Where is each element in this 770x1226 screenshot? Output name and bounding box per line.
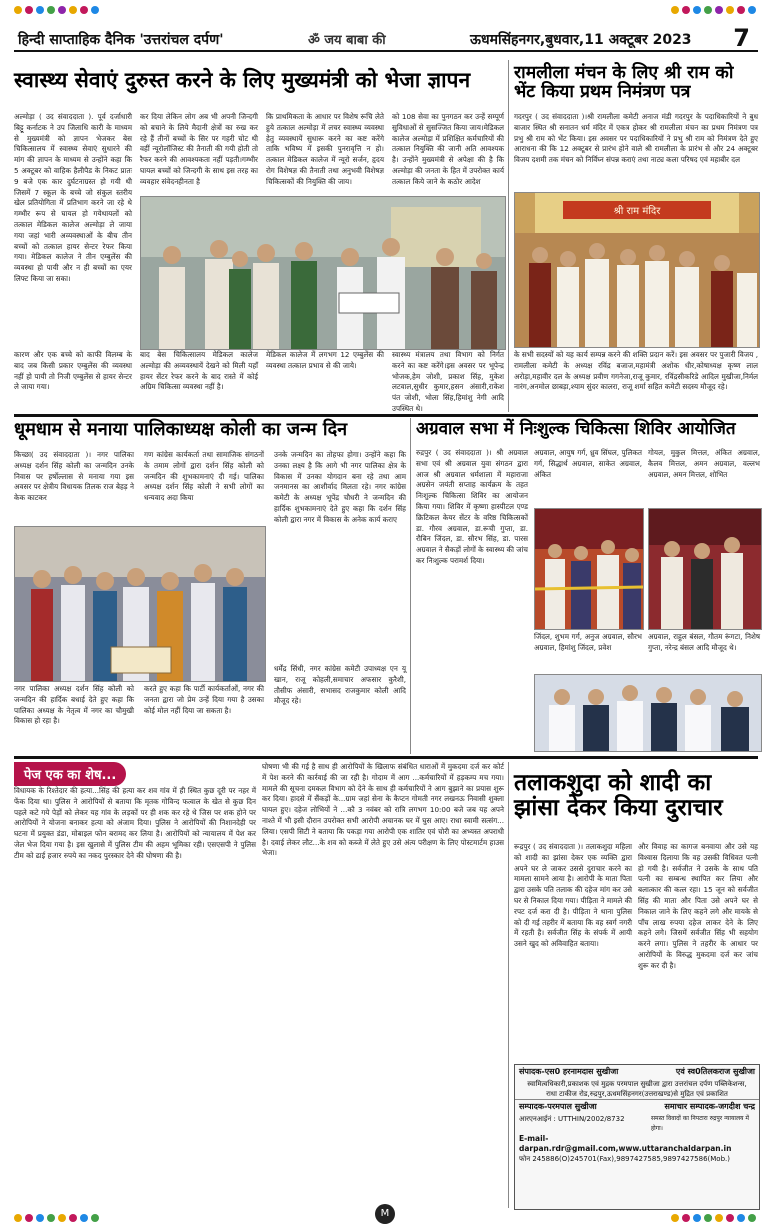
article5-col2: घोषणा भी की गई है साथ ही आरोपियों के खिलाफ संबंधित धाराओं में मुकदमा दर्ज कर कोर्ट में पेश करने की कार्रवाई की जा रही है। गोदाम में आग ...कर्मचारियों में हड़कम्प मच गया। मामले की सूचना दमकल विभाग को देने के साथ ही कर्मचारियों ने आग बुझाने का प्रयास शुरू कर दिया। हादसे में सैंकड़ों के...ग्राम जहां सेना के कैप्टन गोमती नगर लखनऊ निवासी शुक्ला घायल हुए। दहेज लोभियों ने ...कौ 3 नवंबर को रात्रि लगभग 10:00 बजे जब यह अपने नाश्ते में भी इसी दौरान उपरोक्त सभी आरोपी अचानक घर में घुस आए। राधा स्वामी सत्संग... लिया। एसपी सिटी ने बताया कि पकड़ा गया आरोपी एक शातिर एवं चोरी का अभ्यस्त अपराधी है। दवाई लेकर लौट...के शव को कब्जे में लेते हुए उसे अंत्य परीक्षण के लिए पोस्टमार्टम हाउस भेजा।	[262, 762, 504, 858]
article4-photo-2	[648, 508, 762, 630]
decor-dot	[671, 6, 679, 14]
imprint-editor-left: संपादक-एस0 हरनामदास सुखीजा	[519, 1067, 619, 1076]
footer-dots-right	[671, 1214, 756, 1222]
rule-2	[14, 756, 758, 759]
article1-col2: कर दिया लेकिन लोग अब भी अपनी जिन्दगी को बचाने के लिये मैदानी क्षेत्रों का रुख कर रहे हैं तीनों बच्चों के सिर पर गहरी चोट थी वहीं न्यूरोलॉजिस्ट की तैनाती की गयी होती तो रैफर करने की आवश्यकता नहीं पड़ती।गम्भीर घायल बच्चों को जिन्दगी के साथ इस तरह का व्यवहार संवेदनहीनता है	[140, 112, 258, 186]
decor-dot	[715, 1214, 723, 1222]
header-rule	[14, 50, 758, 52]
continuation-banner: पेज एक का शेष...	[14, 762, 126, 786]
doctors-photo	[535, 675, 761, 751]
article1-col1: अल्मोड़ा ( उद संवाददाता ). पूर्व दर्जाधारी बिट्टू कर्नाटक ने उप जिलाधि कारी के माध्यम से मुख्यमंत्री को ज्ञापन भेजकर बेस चिकित्सालय में स्वास्थ्य सेवाएं सुधारने की मांग की ज्ञापन के माध्यम से उन्होंने कहा कि 5 अक्टूबर को वाहिक हैलीपैड के निकट प्रातः 9 बजे एक कार दुर्घटनाग्रस्त हो गयी थी जिसमें 7 स्कूल के बच्चे जो संकुल स्तरीय खेल प्रतियोगिता में प्रतिभाग करने जा रहे थे गम्भीर रूप से घायल हो गयेथायलों को तत्काल मेडिकल कालेज अल्मोड़ा ले जाया गया जहां भारी अव्यवस्थाओं के बीच तीन बच्चों को तत्काल हायर सेन्टर रेफर किया गया। मेडिकल कालेज ने तीन एम्बुलेंस की व्यवस्था हो पायी और न ही बच्चों का एयर लिफ्ट किया जा सका।	[14, 112, 132, 283]
imprint-editor: सम्पादक-परमपाल सुखीजा	[519, 1102, 597, 1111]
header-logo	[308, 30, 386, 48]
article4-headline: अग्रवाल सभा में निःशुल्क चिकित्सा शिविर आयोजित	[416, 419, 736, 439]
decor-dot	[726, 6, 734, 14]
imprint-rni-row	[515, 1114, 759, 1134]
decor-dot	[715, 6, 723, 14]
decor-dot	[14, 6, 22, 14]
center-logo-text: जय बाबा की	[324, 33, 386, 48]
article3-col3b: धर्मेंद्र सिंधी, नगर कांग्रेस कमेटी उपाध्यक्ष एन यू खान, राजू कोहली,समाचार अफसार कुरैशी, तौसीफ अंसारी, सभासद राजकुमार कोली आदि मौजूद रहे।	[274, 664, 406, 706]
article3-col3: उनके जन्मदिन का तोहफा होगा। उन्होंने कहा कि उनका लक्ष्य है कि आगे भी नगर पालिका क्षेत्र के विकास में उनका योगदान बना रहे तथा आम जनमानस का आशीर्वाद मिलता रहे। नगर कांग्रेस कमेटी के अध्यक्ष भूपेंद्र चौधरी ने जन्मदिन की हार्दिक शुभकामनाएं देते हुए कहा कि दर्शन सिंह कोली द्वारा नगर में विकास के अनेक कार्य कराए	[274, 450, 406, 524]
imprint-editor-right: एवं स्व0तिलकराज सुखीजा	[675, 1067, 755, 1076]
imprint-email: E-mail-darpan.rdr@gmail.com,www.uttaranchaldarpan.in	[519, 1134, 732, 1153]
decor-dot	[693, 1214, 701, 1222]
article1-headline: स्वास्थ्य सेवाएं दुरुस्त करने के लिए मुख्यमंत्री को भेजा ज्ञापन	[14, 67, 471, 92]
article1-col2b: बाद बेस चिकित्सालय मेडिकल कालेज अल्मोड़ा की अव्यवस्थायें देखने को मिली यहाँ हायर सेंटर रेफर करने के बाद रास्ते में कोई अग्रिम चिकित्सा व्यवस्था नहीं है।	[140, 350, 258, 392]
article5-col1: विधायक के रिश्तेदार की हत्या...सिंह की हत्या कर शव गांव में ही स्थित कुछ दूरी पर नहर में फेंक दिया था। पुलिस ने आरोपियों से बताया कि मृतक गोविन्द फत्वाल के खेत से कुछ दिन पहले कटे गये पेड़ों को लेकर यह गांव के लड़कों पर ही शक कर रहे थे जिस पर शक होने पर आरोपियों ने योजना बनाकर हत्या को अंजाम दिया। पुलिस ने आरोपियों की निशानदेही पर घटना में प्रयुक्त डंडा, मोबाइल फोन बरामद कर लिया है। आरोपियों को न्यायालय में पेश कर जेल भेज दिया गया है। इस खुलासे में पुलिस टीम की अहम भूमिका रही। एसएसपी ने पुलिस टीम को ढाई हजार रुपये का नकद पुरस्कार देने की घोषणा की है।	[14, 786, 256, 860]
decor-dot	[80, 6, 88, 14]
article4-names-top: अग्रवाल, आयुष गर्ग, ध्रुव सिंघल, पुलिकत गर्ग, सिद्धार्थ अग्रवाल, साकेत अग्रवाल, अंकित	[534, 448, 642, 479]
article4-body: रुद्रपुर ( उद संवाददाता )। श्री अग्रवाल सभा एवं श्री अग्रवाल युवा संगठन द्वारा आज श्री अग्रवाल धर्मशाला में महाराजा अग्रसेन जयंती सप्ताह कार्यक्रम के तहत निःशुल्क चिकित्सा शिविर का आयोजन किया गया। शिविर में कृष्णा हास्पीटल एण्ड क्रिटिकल केयर सेंटर के वरिष्ठ चिकित्सकों डा. गौरव अग्रवाल, डा.रूची गुप्ता, डा. रौबिन जिंदल, डा. सौरभ सिंह, डा. पारस अग्रवाल ने सैकड़ों लोगों के स्वास्थ्य की जांच कर निःशुल्क परामर्श दिया।	[416, 448, 528, 565]
article2-body: गदरपुर ( उद संवाददाता )।श्री रामलीला कमेटी अनाज मंडी गदरपुर के पदाधिकारियों ने बुध बाजार स्थित श्री सनातन धर्म मंदिर में एकत्र होकर श्री रामलीला मंचन का प्रथम निमंत्रण पत्र प्रभु श्री राम को भेंट किया। इस अवसर पर पदाधिकारियों ने प्रभु श्री राम को निमंत्रण देते हुए आराधना की कि 12 अक्टूबर से प्रारंभ होने वाले श्री रामलीला के प्रारंभ से और 24 अक्टूबर विजय दशमी तक मंचन को निर्विघ्न संपन्न कराएं तथा नाट्य कला परिषद एवं महाबीर दल	[514, 112, 758, 165]
imprint-box	[514, 1064, 760, 1210]
article1-col4: को 108 सेवा का पुनगठन कर उन्हें सम्पूर्ण सुविधाओं से सुसज्जित किया जाय।मेडिकल कालेज अल्मोड़ा में प्रशिक्षित कर्मचारियों की तत्काल नियुक्ति की जानी अति आवश्यक है। उन्होंने मुख्यमंत्री से अपेक्षा की है कि अल्मोड़ा की जनता के हित में उपरोक्त कार्य तत्काल किये जाने के कठोर आदेश	[392, 112, 504, 186]
decor-dot	[671, 1214, 679, 1222]
article3-col2: गण कांग्रेस कार्यकर्ता तथा सामाजिक संगठनों के तमाम लोगों द्वारा दर्शन सिंह कोली को जन्मदिन की शुभकामनाएं दी गई। पालिका अध्यक्ष दर्शन सिंह कोली ने सभी लोगों का धन्यवाद अदा किया	[144, 450, 264, 503]
article1-col3: कि प्राथमिकता के आधार पर विशेष रूचि लेते हुये तत्काल अल्मोड़ा में लचर स्वास्थ्य व्यवस्था हेतु व्यवस्थायें सुधारू करने का कष्ट करेंगे ताकि भविष्य में इसकी पुनरावृत्ति न हो।तत्काल मेडिकल कालेज में न्यूरो सर्जन, हृदय रोग विशेषज्ञ की तैनाती तथा अनुभवी विशेषज्ञ चिकित्सकों की नियुक्ति की जाय।	[266, 112, 384, 186]
decor-dot	[36, 6, 44, 14]
imprint-line2: राधा टाकीज रोड,रुद्रपुर,ऊधमसिंहनगर(उत्तराखण्ड)से मुद्रित एवं प्रकाशित	[546, 1090, 728, 1098]
article4-photo-3	[534, 674, 762, 752]
article1-col3b: मेडिकल कालेज में लगभग 12 एम्बुलेंस की व्यवस्था तत्काल प्रभाव से की जाये।	[266, 350, 384, 370]
article3-col1b: नगर पालिका अध्यक्ष दर्शन सिंह कोली को जन्मदिन की हार्दिक बधाई देते हुए कहा कि पालिका अध्यक्ष के नेतृत्व में नगर का चौमुखी विकास हो रहा है।	[14, 684, 134, 726]
article3-photo	[14, 526, 266, 682]
decor-dot	[704, 6, 712, 14]
decor-dot	[737, 1214, 745, 1222]
divider-v2	[410, 418, 411, 754]
article3-col1: किच्छा( उद संवाददाता )। नगर पालिका अध्यक्ष दर्शन सिंह कोली का जन्मदिन उनके निवास पर हर्षोल्लास से मनाया गया इस अवसर पर क्षेत्रीय विधायक तिलक राज बेहड़ ने केक काटकर	[14, 450, 134, 503]
decor-dot	[682, 1214, 690, 1222]
article6-col1: रूद्रपुर ( उद संवाददाता )। तलाकशुदा महिला को शादी का झांसा देकर एक व्यक्ति द्वारा अपने घर ले जाकर उससे दुराचार करने का मामला सामने आया है। आरोपी के माता पिता द्वारा उसके पति तलाक की दहेज मांग कर उसे घर से निकाल दिया गया। पीड़िता ने मामले की रपट दर्ज करा दी है। पीड़िता ने थाना पुलिस को दी गई तहरीर में बताया कि वह स्वर्ग नगरी में रहती है। सर्वजीत सिंह के संपर्क में आयी उसने खुद को अविवाहित बताया।	[514, 842, 632, 949]
decor-dot	[58, 6, 66, 14]
decor-dot	[737, 6, 745, 14]
decor-dot	[682, 6, 690, 14]
article3-headline: धूमधाम से मनाया पालिकाध्यक्ष कोली का जन्म दिन	[14, 419, 348, 440]
article2-headline: रामलीला मंचन के लिए श्री राम को भेंट किया प्रथम निमंत्रण पत्र	[514, 63, 734, 103]
decor-dot	[36, 1214, 44, 1222]
decor-dot	[704, 1214, 712, 1222]
group-photo-ghq	[141, 197, 505, 349]
header-dots-right	[671, 6, 756, 14]
page-number: 7	[733, 24, 750, 52]
article1-col1b: कारण और एक बच्चे को काफी विलम्ब के बाद जब किसी प्रकार एम्बुलेंस की व्यवस्था नहीं हो पायी तो निजी एम्बुलेंस से हायर सेन्टर ले जाया गया।	[14, 350, 132, 392]
footer-dots-left	[14, 1214, 99, 1222]
decor-dot	[69, 6, 77, 14]
imprint-line1: स्वामित्वधिकारी,प्रकाशक एवं मुद्रक परमपाल सुखीजा द्वारा उत्तरांचल दर्पण पब्लिकेशन्स,	[527, 1080, 747, 1088]
article4-photo-1	[534, 508, 644, 630]
decor-dot	[69, 1214, 77, 1222]
birthday-photo	[15, 527, 265, 681]
decor-dot	[726, 1214, 734, 1222]
decor-dot	[748, 1214, 756, 1222]
camp-photo	[649, 509, 761, 629]
decor-dot	[47, 6, 55, 14]
article4-caption-1: जिंदल, शुभम गर्ग, अनुज अग्रवाल, सौरभ अग्रवाल, हिमांशु जिंदल, प्रवेश	[534, 632, 642, 652]
decor-dot	[91, 6, 99, 14]
imprint-title-row	[515, 1065, 759, 1079]
ribbon-cutting-photo	[535, 509, 643, 629]
divider-v1	[508, 60, 509, 412]
article4-names-right: गोयल, मुकुल मित्तल, अंकित अग्रवाल, कैलव मित्तल, अमन अग्रवाल, वल्लभ अग्रवाल, अमन मित्तल, शोभित	[648, 448, 760, 479]
dateline: ऊधमसिंहनगर,बुधवार,11 अक्टूबर 2023	[470, 32, 692, 48]
rule-1	[14, 414, 758, 417]
newspaper-name: हिन्दी साप्ताहिक दैनिक 'उत्तरांचल दर्पण'	[18, 32, 224, 48]
decor-dot	[58, 1214, 66, 1222]
article1-photo	[140, 196, 506, 350]
article2-body2: के सभी सदस्यों को यह कार्य सम्पन्न करने की शक्ति प्रदान करें। इस अवसर पर पुजारी विजय , रामलीला कमेटी के अध्यक्ष रविंद्र बजाज,महामंत्री अशोक धीर,कोषाध्यक्ष कृष्ण लाल अरोड़ा,महावीर दल के अध्यक्ष प्रवीण गगनेजा,राजू कुमार, रविंद्रसीकरिडे आदिल मुखीजा,निर्मल नारंग,अनमोल छाबड़ा,श्याम सुंदर कालरा, राजू शर्मा सहित कमेटी सदस्य मौजूद रहे।	[514, 350, 758, 392]
article1-col4b: स्वास्थ्य मंत्रालय तथा विभाग को निर्गत करने का कष्ट करेंगे।इस अवसर पर भूपेन्द्र भोजक,हेम जोशी, प्रकाश सिंह, मुकेश लटवाल,सुधीर कुमार,हसन अंसारी,राकेश पंत जोशी, भोला सिंह,हिमांशु नेगी आदि उपस्थित थे।	[392, 350, 504, 413]
decor-dot	[25, 6, 33, 14]
decor-dot	[80, 1214, 88, 1222]
decor-dot	[47, 1214, 55, 1222]
temple-photo	[515, 193, 759, 347]
header-dots-left	[14, 6, 99, 14]
imprint-editors-row	[515, 1099, 759, 1114]
article2-photo	[514, 192, 760, 348]
mandir-sign-text: श्री राम मंदिर	[613, 206, 661, 217]
article6-col2: और विवाह का कागज बनवाया और उसे यह विश्वास दिलाया कि वह उसकी विधिवत पत्नी हो गयी है। सर्वजीत ने उसके के साथ पति पत्नी का सम्बन्ध स्थापित कर लिया और बलात्कार की कत्ल रहा। 15 जून को सर्वजीत सिंह की माता और पिता उसे अपने घर से निकाल जाने के लिए कहने लगे और मायके से पाँच लाख रुपया दहेज लाकर देने के लिए कहने लगे। जिसमें सर्वजीत सिंह भी सहयोग करने लगा। पुलिस ने तहरीर के आधार पर आरोपियों के विरुद्ध मुकदमा दर्ज कर जांच शुरू कर दी है।	[638, 842, 758, 970]
article3-col2b: करते हुए कहा कि पार्टी कार्यकर्ताओं, नगर की जनता द्वारा जो प्रेम उन्हें दिया गया है उसका कोई मोल नहीं दिया जा सकता है।	[144, 684, 264, 715]
decor-dot	[693, 6, 701, 14]
imprint-phone: फोन 245886(O)245701(Fax),9897427585,9897427586(Mob.)	[519, 1155, 730, 1163]
decor-dot	[25, 1214, 33, 1222]
om-icon: ॐ	[308, 33, 325, 48]
divider-v3	[508, 762, 509, 1208]
decor-dot	[748, 6, 756, 14]
article4-caption-2: अग्रवाल, राहुल बंसल, गौतम रूंगटा, निशेष गुप्ता, नरेन्द्र बंसल आदि मौजूद थे।	[648, 632, 760, 652]
footer-logo: M	[375, 1204, 395, 1224]
article6-headline: तलाकशुदा को शादी का झांसा देकर किया दुराचार	[514, 769, 723, 822]
imprint-news-editor: समाचार सम्पादक-जगदीश चन्द्र	[664, 1102, 755, 1111]
decor-dot	[14, 1214, 22, 1222]
decor-dot	[91, 1214, 99, 1222]
imprint-note: समस्त विवादों का निपटारा रुद्रपुर न्यायालय में होगा।	[651, 1115, 750, 1132]
imprint-rni: आरएनआईनं : UTTHIN/2002/8732	[519, 1115, 625, 1123]
